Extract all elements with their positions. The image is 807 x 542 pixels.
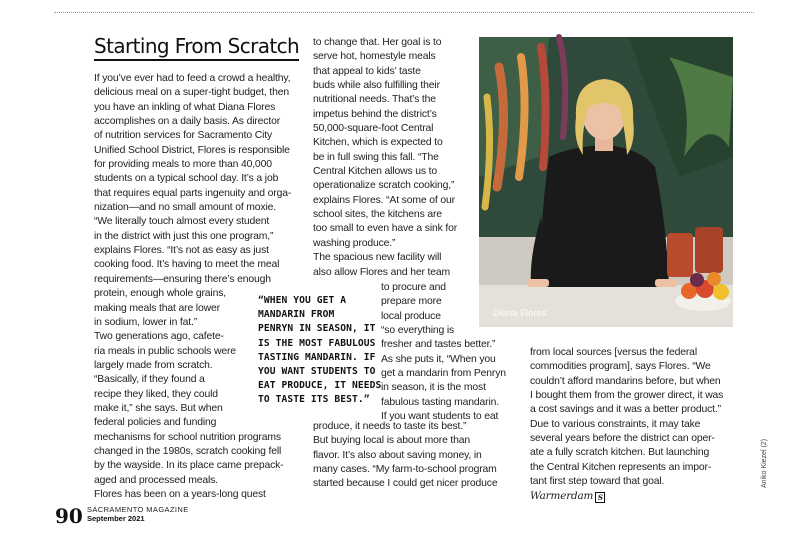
end-mark-icon: S	[595, 492, 605, 503]
text-line: produce, it needs to taste its best.”	[313, 421, 467, 432]
text-line: Two generations ago, cafete-	[94, 331, 224, 343]
text-line: by the wayside. In its place came prepack-	[94, 460, 284, 472]
text-line: fabulous tasting mandarin.	[381, 396, 499, 408]
text-line: explains Flores. “It’s not as easy as just	[94, 245, 269, 257]
text-line: Due to various constraints, it may take	[530, 418, 701, 430]
text-line: many cases. “My farm-to-school program	[313, 464, 497, 476]
text-line: making meals that are lower	[94, 302, 220, 314]
text-line: If you want students to eat	[381, 411, 499, 423]
article-column-2-end	[313, 420, 498, 492]
text-line: you have an inkling of what Diana Flores	[94, 101, 276, 113]
text-line: ria meals in public schools were	[94, 345, 236, 357]
text-line: “so everything is	[381, 325, 455, 337]
text-line: prepare more	[381, 296, 442, 308]
top-dotted-rule	[54, 12, 754, 13]
text-line: explains Flores. “At some of our	[313, 194, 455, 206]
text-line: school sites, the kitchens are	[313, 209, 442, 221]
text-line: Unified School District, Flores is responsible	[94, 144, 290, 156]
photo-credit: Aniko Kiezel (2)	[761, 438, 768, 488]
text-line: YOU WANT STUDENTS TO	[258, 366, 376, 378]
text-line: nization—and no small amount of moxie.	[94, 202, 277, 214]
text-line: fresher and tastes better.”	[381, 339, 496, 351]
text-line: nutritional needs. That’s the	[313, 94, 436, 106]
text-line: 50,000-square-foot Central	[313, 123, 434, 135]
text-line: the Central Kitchen represents an impor-	[530, 461, 712, 473]
text-line: started because I could get nicer produce	[313, 478, 498, 490]
text-line: in season, it is the most	[381, 382, 486, 394]
text-line: operationalize scratch cooking,”	[313, 180, 455, 192]
portrait-photo	[479, 37, 733, 327]
text-line: IS THE MOST FABULOUS	[258, 337, 376, 349]
text-line: recipe they liked, they could	[94, 388, 218, 400]
text-line: serve hot, homestyle meals	[313, 51, 436, 63]
byline-last-name: Warmerdam	[530, 490, 594, 503]
text-line: in the district with just this one program,”	[94, 230, 274, 242]
issue-date: September 2021	[87, 514, 145, 523]
text-line: of nutrition services for Sacramento City	[94, 130, 273, 142]
text-line: cooking food. It’s having to meet the meal	[94, 259, 280, 271]
text-line: a cost savings and it was a better product.”	[530, 404, 721, 416]
text-line: TASTING MANDARIN. IF	[258, 351, 376, 363]
text-line: local produce	[381, 310, 441, 322]
text-line: But buying local is about more than	[313, 435, 471, 447]
text-line: get a mandarin from Penryn	[381, 368, 506, 380]
text-line: I bought them from the grower direct, it was	[530, 390, 724, 402]
text-line: EAT PRODUCE, IT NEEDS	[258, 380, 382, 392]
text-line: also allow Flores and her team	[313, 266, 450, 278]
text-line: accomplishes on a daily basis. As director	[94, 116, 281, 128]
text-line: PENRYN IN SEASON, IT	[258, 323, 376, 335]
text-line: aged and processed meals.	[94, 474, 218, 486]
text-line: commodities program], says Flores. “We	[530, 361, 711, 373]
text-line: washing produce.”	[313, 237, 396, 249]
page-number: 90	[55, 504, 83, 528]
text-line: mechanisms for school nutrition programs	[94, 431, 281, 443]
text-line: TO TASTE ITS BEST.”	[258, 394, 370, 406]
text-line: too small to even have a sink for	[313, 223, 458, 235]
byline-last-line	[530, 489, 740, 503]
text-line: As she puts it, “When you	[381, 353, 496, 365]
photo-caption: Diana Flores	[493, 308, 547, 318]
text-line: “WHEN YOU GET A	[258, 295, 347, 306]
text-line: “We literally touch almost every student	[94, 216, 270, 228]
article-column-2-wrap	[381, 281, 506, 424]
text-line: couldn’t afford mandarins before, but when	[530, 375, 721, 387]
magazine-name: SACRAMENTO MAGAZINE	[87, 505, 189, 514]
text-line: to change that. Her goal is to	[313, 37, 442, 48]
text-line: Kitchen, which is expected to	[313, 137, 443, 149]
text-line: federal policies and funding	[94, 417, 217, 429]
text-line: The spacious new facility will	[313, 252, 442, 264]
text-line: flavor. It’s also about saving money, in	[313, 449, 482, 461]
text-line: buds while also fulfilling their	[313, 80, 440, 92]
text-line: MANDARIN FROM	[258, 309, 335, 321]
text-line: largely made from scratch.	[94, 359, 213, 371]
text-line: changed in the 1980s, scratch cooking fell	[94, 445, 282, 457]
text-line: ate a fully scratch kitchen. But launching	[530, 447, 710, 459]
article-column-3	[530, 346, 740, 504]
text-line: Central Kitchen allows us to	[313, 166, 438, 178]
text-line: Flores has been on a years-long quest	[94, 488, 266, 500]
text-line: make it,” she says. But when	[94, 402, 223, 414]
text-line: for providing meals to more than 40,000	[94, 159, 272, 171]
article-column-2	[313, 36, 479, 280]
text-line: from local sources [versus the federal	[530, 347, 697, 358]
text-line: If you’ve ever had to feed a crowd a healthy,	[94, 73, 291, 84]
text-line: protein, enough whole grains,	[94, 288, 226, 300]
article-headline: Starting From Scratch	[94, 34, 299, 61]
text-line: delicious meal on a super-tight budget, then	[94, 87, 289, 99]
text-line: requirements—ensuring there’s enough	[94, 273, 271, 285]
text-line: be in full swing this fall. “The	[313, 151, 439, 163]
text-line: students on a typical school day. It’s a job	[94, 173, 279, 185]
pull-quote	[258, 294, 382, 408]
article-column-1	[94, 72, 300, 502]
text-line: tant first step toward that goal.	[530, 476, 665, 488]
text-line: several years before the district can oper-	[530, 433, 715, 445]
text-line: “Basically, if they found a	[94, 374, 205, 386]
text-line: that appeal to kids’ taste	[313, 65, 421, 77]
text-line: in sodium, lower in fat.”	[94, 316, 198, 328]
text-line: impetus behind the district’s	[313, 108, 437, 120]
text-line: that requires equal parts ingenuity and orga-	[94, 187, 292, 199]
text-line: to procure and	[381, 282, 446, 293]
